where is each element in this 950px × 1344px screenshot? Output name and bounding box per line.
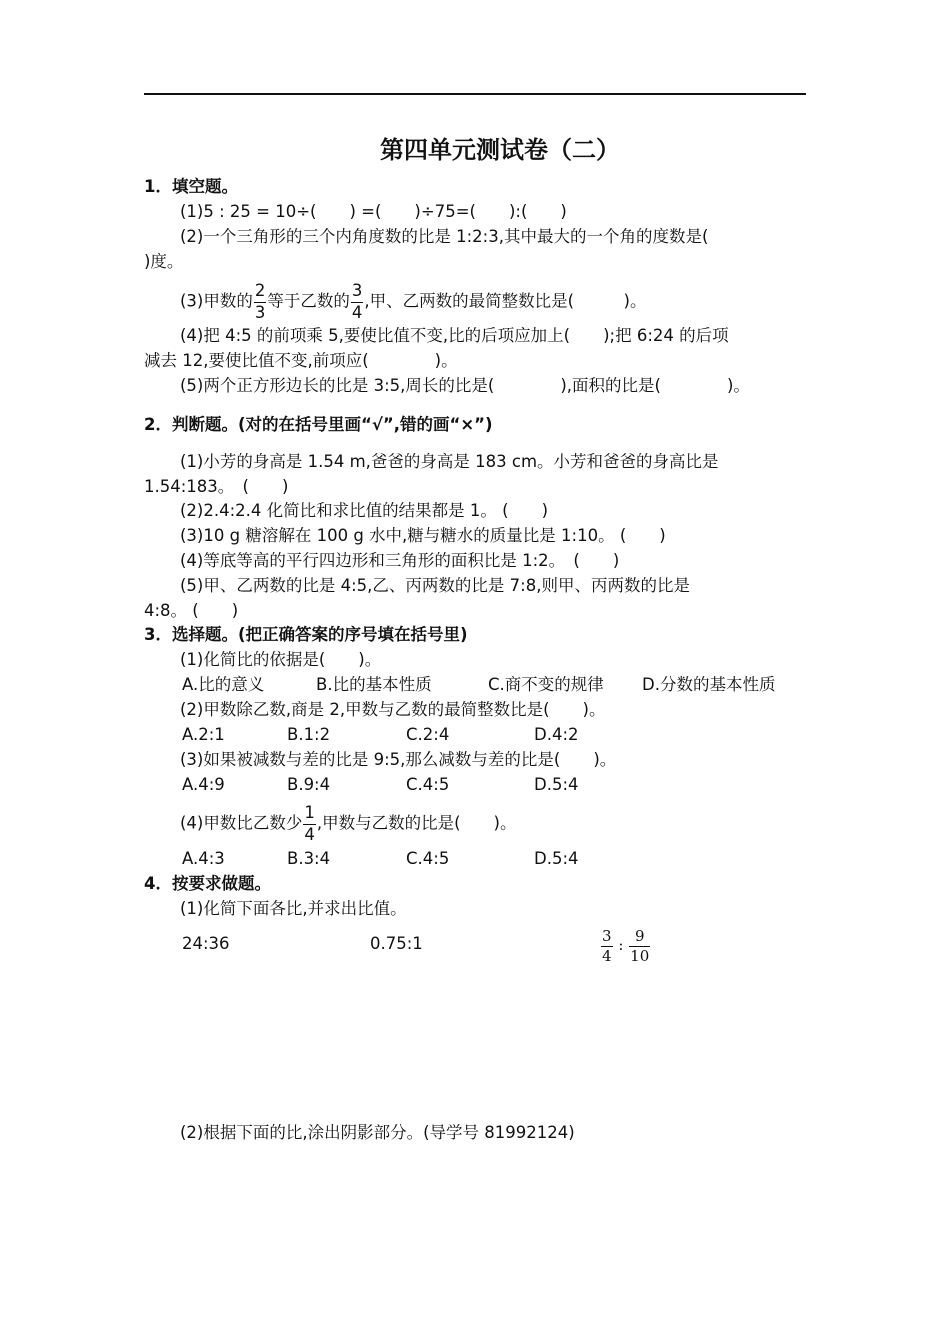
- s4-ratio-1: 24:36: [182, 934, 230, 953]
- s4-ratio-2: 0.75:1: [370, 934, 423, 953]
- s1-q3-pre: (3)甲数的: [180, 291, 253, 311]
- s3-q1-option-c: C.商不变的规律: [488, 675, 604, 694]
- s3-q1-option-b: B.比的基本性质: [316, 675, 432, 694]
- s3-q1: (1)化简比的依据是( )。: [180, 650, 382, 669]
- fraction-three-quarters: [601, 926, 613, 965]
- s4-q2: (2)根据下面的比,涂出阴影部分。(导学号 81992124): [180, 1123, 575, 1142]
- frac-num: 2: [254, 283, 267, 303]
- s3-q4-pre: (4)甲数比乙数少: [180, 813, 303, 833]
- section-3-heading: 3．选择题。(把正确答案的序号填在括号里): [144, 625, 468, 644]
- frac-num: 9: [629, 929, 650, 947]
- s3-q2: (2)甲数除乙数,商是 2,甲数与乙数的最简整数比是( )。: [180, 700, 606, 719]
- s1-q4-line1: (4)把 4:5 的前项乘 5,要使比值不变,比的后项应加上( );把 6:24 的后项: [180, 326, 729, 345]
- fraction-one-quarter: [303, 805, 316, 843]
- s3-q3-option-a: A.4:9: [182, 775, 225, 794]
- s1-q3: [180, 283, 647, 321]
- page-title: 第四单元测试卷（二）: [380, 135, 620, 164]
- s3-q2-option-a: A.2:1: [182, 725, 225, 744]
- frac-den: 4: [351, 302, 363, 322]
- s2-q3: (3)10 g 糖溶解在 100 g 水中,糖与糖水的质量比是 1:10。 ( ): [180, 526, 666, 545]
- fraction-three-quarters: [351, 283, 364, 321]
- s3-q4-option-c: C.4:5: [406, 849, 450, 868]
- s3-q2-option-b: B.1:2: [287, 725, 331, 744]
- s3-q2-option-d: D.4:2: [534, 725, 579, 744]
- s3-q2-option-c: C.2:4: [406, 725, 450, 744]
- s1-q2-line1: (2)一个三角形的三个内角度数的比是 1:2:3,其中最大的一个角的度数是(: [180, 227, 709, 246]
- frac-den: 3: [254, 302, 266, 322]
- fraction-two-thirds: [254, 283, 267, 321]
- s1-q5: (5)两个正方形边长的比是 3:5,周长的比是( ),面积的比是( )。: [180, 376, 750, 395]
- header-rule: [144, 93, 806, 95]
- s3-q4: [180, 805, 517, 843]
- frac-den: 4: [602, 946, 612, 965]
- s4-ratio-3: [600, 925, 651, 965]
- s1-q1: (1)5 : 25 = 10÷( ) =( )÷75=( ):( ): [180, 202, 567, 221]
- section-2-heading: 2．判断题。(对的在括号里画“√”,错的画“×”): [144, 415, 493, 434]
- frac-num: 3: [351, 283, 364, 303]
- s2-q2: (2)2.4:2.4 化简比和求比值的结果都是 1。 ( ): [180, 501, 549, 520]
- frac-num: 1: [303, 805, 316, 825]
- s2-q5-line2: 4:8。 ( ): [144, 601, 239, 620]
- s3-q3-option-d: D.5:4: [534, 775, 579, 794]
- ratio-colon: :: [618, 936, 624, 954]
- s3-q4-option-d: D.5:4: [534, 849, 579, 868]
- fraction-nine-tenths: [629, 926, 650, 965]
- s3-q1-option-a: A.比的意义: [182, 675, 265, 694]
- s3-q4-option-a: A.4:3: [182, 849, 225, 868]
- frac-den: 10: [630, 946, 650, 965]
- s2-q1-line1: (1)小芳的身高是 1.54 m,爸爸的身高是 183 cm。小芳和爸爸的身高比是: [180, 452, 719, 471]
- s1-q3-mid: 等于乙数的: [267, 291, 350, 311]
- s1-q3-post: ,甲、乙两数的最简整数比是( )。: [364, 291, 647, 311]
- s3-q1-option-d: D.分数的基本性质: [642, 675, 776, 694]
- section-1-heading: 1．填空题。: [144, 177, 238, 196]
- s4-q1: (1)化简下面各比,并求出比值。: [180, 899, 407, 918]
- s3-q4-option-b: B.3:4: [287, 849, 331, 868]
- s2-q5-line1: (5)甲、乙两数的比是 4:5,乙、丙两数的比是 7:8,则甲、丙两数的比是: [180, 576, 690, 595]
- s3-q3: (3)如果被减数与差的比是 9:5,那么减数与差的比是( )。: [180, 750, 617, 769]
- section-4-heading: 4．按要求做题。: [144, 874, 271, 893]
- s1-q2-line2: )度。: [144, 252, 184, 271]
- s3-q3-option-c: C.4:5: [406, 775, 450, 794]
- frac-den: 4: [304, 824, 315, 844]
- s1-q4-line2: 减去 12,要使比值不变,前项应( )。: [144, 351, 458, 370]
- s2-q1-line2: 1.54:183。 ( ): [144, 477, 289, 496]
- s3-q3-option-b: B.9:4: [287, 775, 331, 794]
- frac-num: 3: [602, 926, 612, 945]
- s2-q4: (4)等底等高的平行四边形和三角形的面积比是 1:2。 ( ): [180, 551, 620, 570]
- s3-q4-post: ,甲数与乙数的比是( )。: [316, 813, 517, 833]
